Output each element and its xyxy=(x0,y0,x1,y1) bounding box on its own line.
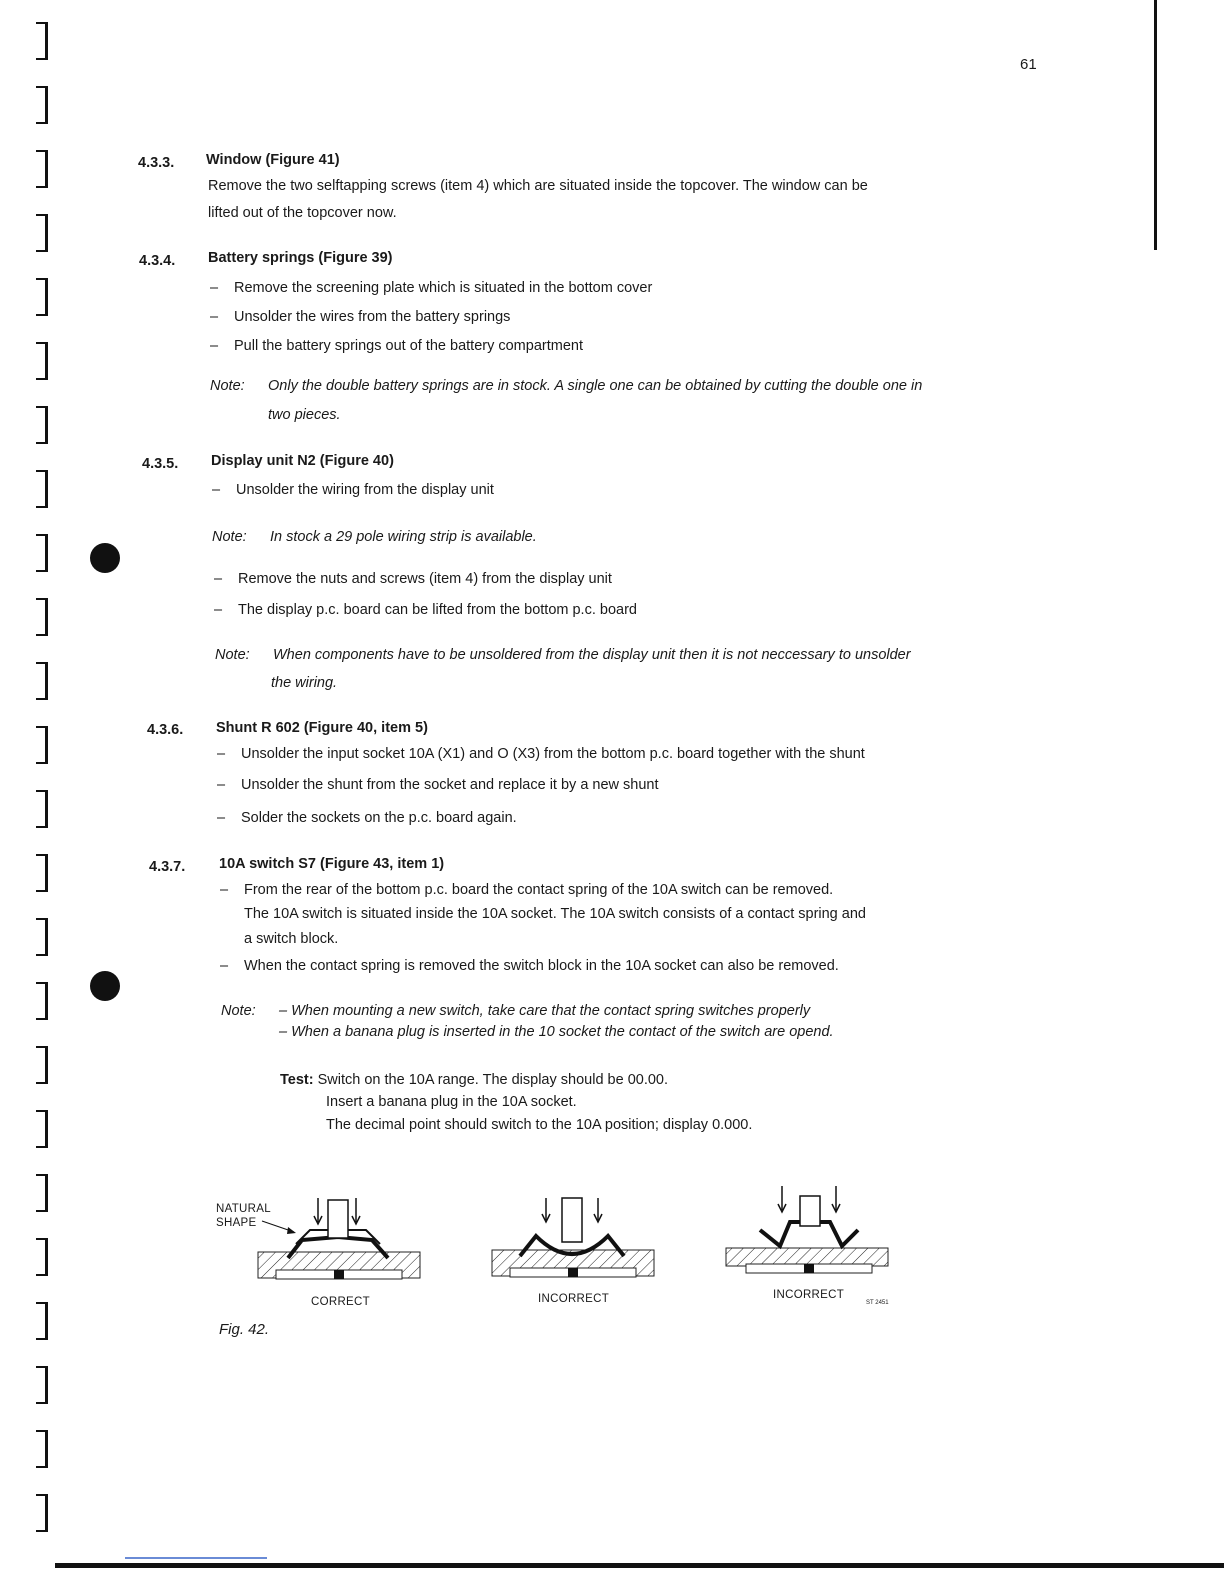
figure-code: ST 2451 xyxy=(866,1300,889,1306)
figure-label-incorrect: INCORRECT xyxy=(773,1289,845,1301)
test-label: Test: xyxy=(280,1072,314,1088)
section-number: 4.3.7. xyxy=(149,859,186,875)
list-item-continuation: a switch block. xyxy=(244,931,339,947)
list-item: – The display p.c. board can be lifted from the bottom p.c. board xyxy=(214,602,637,618)
list-item-text: Unsolder the input socket 10A (X1) and O (X3) from the bottom p.c. board together with the shunt xyxy=(241,746,865,762)
list-item-text: Unsolder the wiring from the display unit xyxy=(236,482,494,498)
note-continuation: the wiring. xyxy=(271,675,338,691)
page-number: 61 xyxy=(1020,56,1037,73)
list-item: – Unsolder the wiring from the display unit xyxy=(212,482,494,498)
figure-caption: Fig. 42. xyxy=(219,1321,270,1338)
test-text: Switch on the 10A range. The display should be 00.00. xyxy=(317,1072,669,1088)
section-title: 10A switch S7 (Figure 43, item 1) xyxy=(219,856,445,872)
diagram-incorrect-2 xyxy=(726,1186,888,1273)
note-continuation: – When a banana plug is inserted in the 10 socket the contact of the switch are opend. xyxy=(279,1024,834,1040)
list-item: – Unsolder the wires from the battery springs xyxy=(210,309,511,325)
paragraph-line: Remove the two selftapping screws (item 4) which are situated inside the topcover. The window can be xyxy=(208,178,868,194)
test-line: The decimal point should switch to the 10A position; display 0.000. xyxy=(326,1117,753,1133)
list-item: – Pull the battery springs out of the battery compartment xyxy=(210,338,583,354)
note-label: Note: xyxy=(221,1003,256,1019)
figure-label-correct: CORRECT xyxy=(311,1296,370,1308)
note-label: Note: xyxy=(212,529,247,545)
diagram-correct xyxy=(258,1198,420,1279)
section-title: Display unit N2 (Figure 40) xyxy=(211,453,394,469)
natural-shape-label: SHAPE xyxy=(216,1217,257,1229)
list-item-text: From the rear of the bottom p.c. board the contact spring of the 10A switch can be removed. xyxy=(244,882,834,898)
note-text: – When mounting a new switch, take care that the contact spring switches properly xyxy=(279,1003,811,1019)
list-item-continuation: The 10A switch is situated inside the 10A socket. The 10A switch consists of a contact spring and xyxy=(244,906,866,922)
figure-label-incorrect: INCORRECT xyxy=(538,1293,610,1305)
list-item: – Remove the nuts and screws (item 4) from the display unit xyxy=(214,571,612,587)
natural-shape-label: NATURAL xyxy=(216,1203,271,1215)
note-text: Only the double battery springs are in stock. A single one can be obtained by cutting the double one in xyxy=(268,378,923,394)
list-item: – When the contact spring is removed the switch block in the 10A socket can also be removed. xyxy=(220,958,839,974)
section-title: Shunt R 602 (Figure 40, item 5) xyxy=(216,720,428,736)
list-item-text: Solder the sockets on the p.c. board again. xyxy=(241,810,517,826)
section-number: 4.3.4. xyxy=(139,253,176,269)
note-continuation: two pieces. xyxy=(268,407,341,423)
section-number: 4.3.3. xyxy=(138,155,175,171)
note-label: Note: xyxy=(215,647,250,663)
list-item: – From the rear of the bottom p.c. board the contact spring of the 10A switch can be removed. xyxy=(220,882,834,898)
list-item-text: The display p.c. board can be lifted from the bottom p.c. board xyxy=(238,602,637,618)
list-item: – Unsolder the input socket 10A (X1) and O (X3) from the bottom p.c. board together with the shunt xyxy=(217,746,865,762)
test-line: Insert a banana plug in the 10A socket. xyxy=(326,1094,577,1110)
list-item: – Remove the screening plate which is situated in the bottom cover xyxy=(210,280,653,296)
diagram-incorrect-1 xyxy=(492,1198,654,1277)
list-item-text: Remove the screening plate which is situated in the bottom cover xyxy=(234,280,653,296)
list-item-text: Pull the battery springs out of the battery compartment xyxy=(234,338,583,354)
list-item-text: When the contact spring is removed the switch block in the 10A socket can also be removed. xyxy=(244,958,839,974)
note-text: In stock a 29 pole wiring strip is available. xyxy=(270,529,537,545)
section-number: 4.3.5. xyxy=(142,456,179,472)
section-title: Battery springs (Figure 39) xyxy=(208,250,393,266)
section-title: Window (Figure 41) xyxy=(206,152,340,168)
list-item: – Unsolder the shunt from the socket and replace it by a new shunt xyxy=(217,777,659,793)
note-text: When components have to be unsoldered from the display unit then it is not neccessary to unsolder xyxy=(273,647,911,663)
list-item-text: Unsolder the shunt from the socket and replace it by a new shunt xyxy=(241,777,659,793)
list-item: – Solder the sockets on the p.c. board again. xyxy=(217,810,517,826)
note-label: Note: xyxy=(210,378,245,394)
section-number: 4.3.6. xyxy=(147,722,184,738)
list-item-text: Remove the nuts and screws (item 4) from the display unit xyxy=(238,571,612,587)
paragraph-line: lifted out of the topcover now. xyxy=(208,205,397,221)
list-item-text: Unsolder the wires from the battery springs xyxy=(234,309,511,325)
